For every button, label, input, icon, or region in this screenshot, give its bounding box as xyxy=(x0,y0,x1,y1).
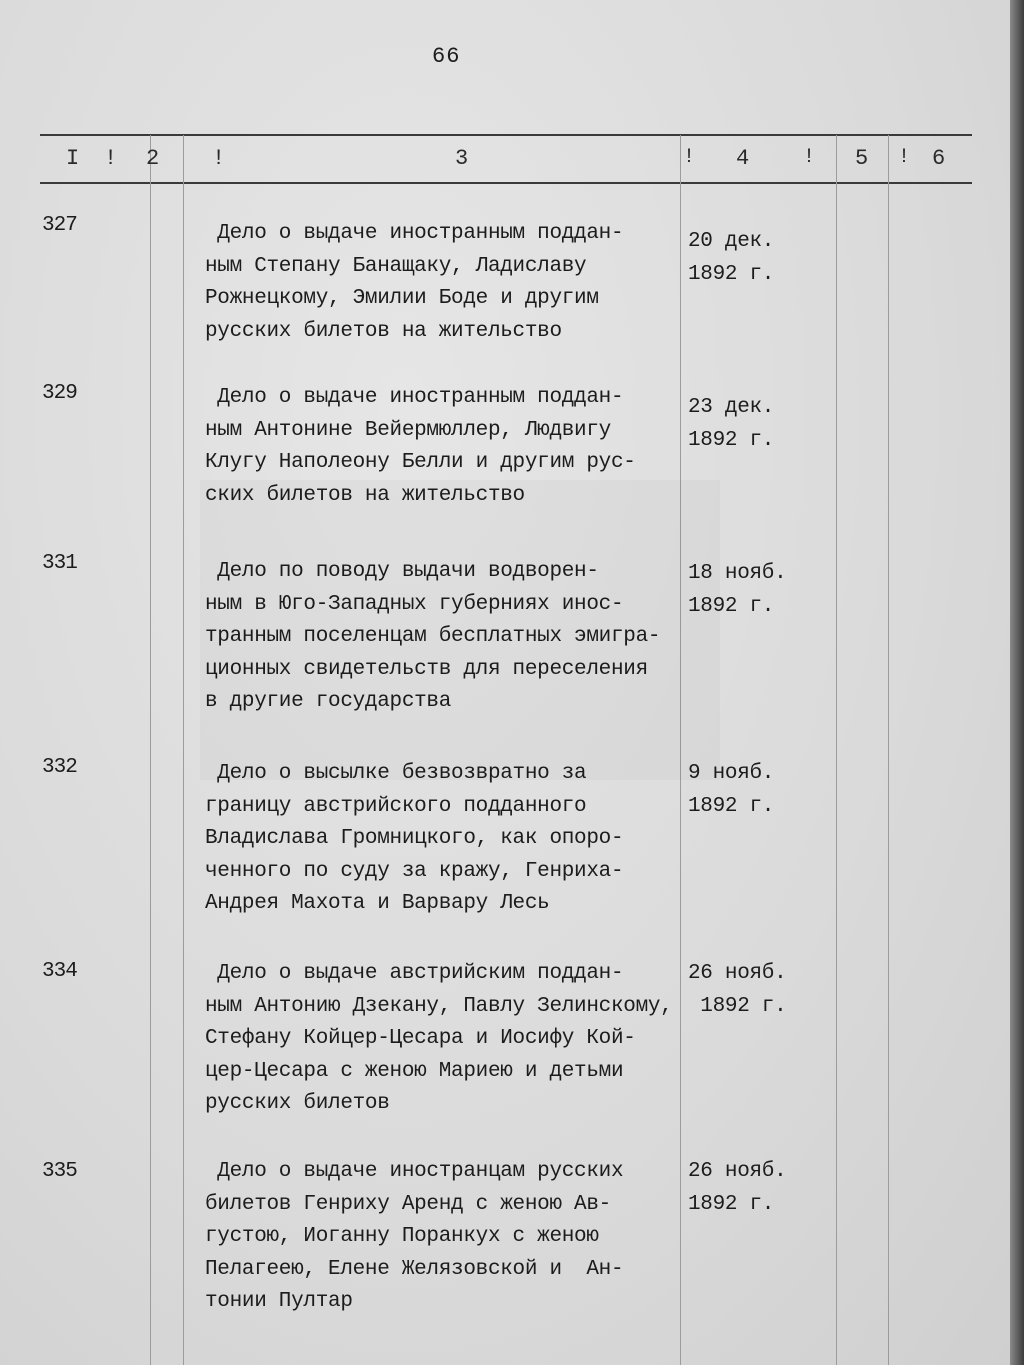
entry-date: 26 нояб. 1892 г. xyxy=(688,1160,787,1216)
header-col-5: 5 xyxy=(855,146,869,171)
entry-description: Дело о выдаче иностранным поддан- ным Степану Банащаку, Ладиславу Рожнецкому, Эмилии Боде и другим русских билетов на жительство xyxy=(205,222,624,343)
header-col-2: 2 xyxy=(146,146,160,171)
header-sep-5: ! xyxy=(898,146,911,169)
entry-date: 23 дек. 1892 г. xyxy=(688,396,775,452)
header-col-6: 6 xyxy=(932,146,946,171)
column-line-1 xyxy=(150,135,151,1365)
header-col-1: I xyxy=(66,146,80,171)
header-sep-3: ! xyxy=(683,146,696,169)
column-line-5 xyxy=(888,135,889,1365)
header-top-rule xyxy=(40,134,972,136)
entry-number: 329 xyxy=(42,382,77,405)
entry-number: 334 xyxy=(42,960,77,983)
header-col-3: 3 xyxy=(455,146,469,171)
entry-number: 327 xyxy=(42,214,77,237)
page-number: 66 xyxy=(432,44,461,69)
header-sep-2: ! xyxy=(212,146,226,171)
header-bottom-rule xyxy=(40,182,972,184)
entry-number: 335 xyxy=(42,1160,77,1183)
entry-date: 9 нояб. 1892 г. xyxy=(688,762,775,818)
entry-date: 18 нояб. 1892 г. xyxy=(688,562,787,618)
entry-date: 20 дек. 1892 г. xyxy=(688,230,775,286)
entry-description: Дело о высылке безвозвратно за границу австрийского подданного Владислава Громницкого, как опоро- ченного по суду за кражу, Генриха- Андрея Махота и Варвару Лесь xyxy=(205,762,624,915)
entry-description: Дело о выдаче австрийским поддан- ным Антонию Дзекану, Павлу Зелинскому, Стефану Койцер-Цесара и Иосифу Кой- цер-Цесара с женою Мариею и детьми русских билетов xyxy=(205,962,673,1115)
entry-date: 26 нояб. 1892 г. xyxy=(688,962,787,1018)
page-edge-shadow xyxy=(1010,0,1024,1365)
column-line-4 xyxy=(836,135,837,1365)
bleed-through-shading xyxy=(200,480,720,780)
entry-number: 331 xyxy=(42,552,77,575)
entry-description: Дело о выдаче иностранцам русских билетов Генриху Аренд с женою Ав- густою, Иоганну Поранкух с женою Пелагеею, Елене Желязовской и Ан- тонии Пултар xyxy=(205,1160,624,1313)
header-col-4: 4 xyxy=(736,146,750,171)
entry-description: Дело по поводу выдачи водворен- ным в Юго-Западных губерниях инос- транным поселенцам бесплатных эмигра- ционных свидетельств для переселения в другие государства xyxy=(205,560,661,713)
header-sep-1: ! xyxy=(104,146,118,171)
entry-number: 332 xyxy=(42,756,77,779)
entry-description: Дело о выдаче иностранным поддан- ным Антонине Вейермюллер, Людвигу Клугу Наполеону Белли и другим рус- ских билетов на жительство xyxy=(205,386,636,507)
header-sep-4: ! xyxy=(803,146,816,169)
column-line-2 xyxy=(183,135,184,1365)
